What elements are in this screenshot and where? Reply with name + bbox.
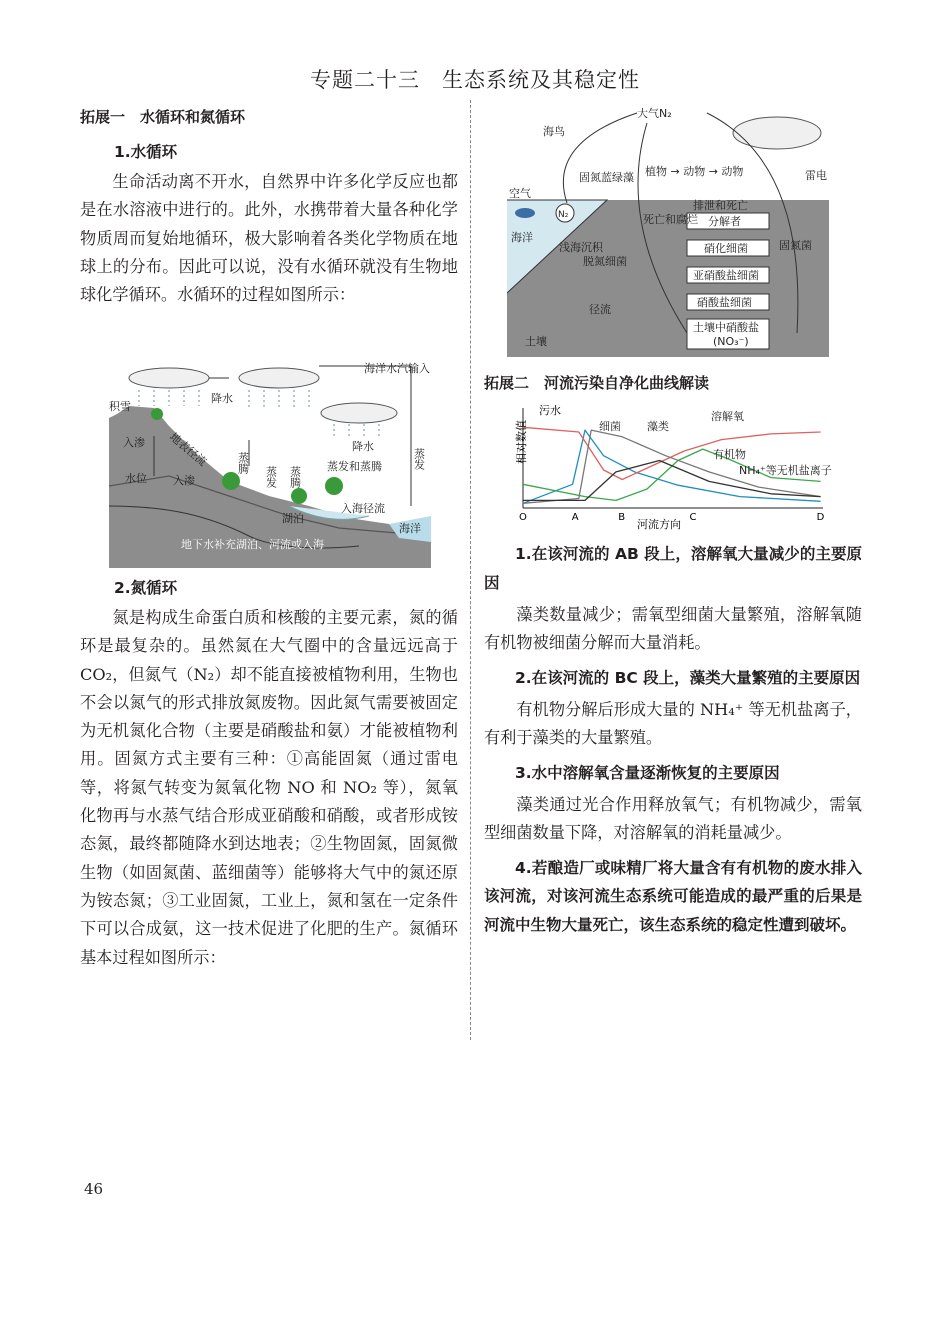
label-snow: 积雪: [109, 400, 131, 413]
label-precip2: 降水: [352, 440, 374, 453]
label-infiltrate1: 入渗: [123, 436, 145, 449]
label-nitrifier: 硝化细菌: [704, 242, 748, 255]
label-ocean-vapor: 海洋水汽输入: [364, 362, 430, 375]
answer-3: 藻类通过光合作用释放氧气；有机物减少，需氧型细菌数量下降，对溶解氧的消耗量减少。: [484, 795, 862, 843]
question-1: 1.在该河流的 AB 段上，溶解氧大量减少的主要原因: [484, 545, 862, 592]
series-label-2: 溶解氧: [711, 410, 744, 423]
right-column-qa: [484, 540, 862, 939]
label-ocean-n: 海洋: [511, 231, 533, 244]
label-infiltrate2: 入渗: [173, 474, 195, 487]
label-ocean: 海洋: [399, 522, 421, 535]
x-tick-B: B: [618, 512, 626, 523]
label-air: 空气: [509, 187, 531, 200]
answer-2: 有机物分解后形成大量的 NH₄⁺ 等无机盐离子，有利于藻类的大量繁殖。: [484, 700, 862, 748]
label-fix-algae: 固氮蓝绿藻: [579, 171, 634, 184]
label-lake: 湖泊: [282, 512, 304, 525]
label-sea-runoff: 入海径流: [341, 502, 385, 515]
label-evap-right: 蒸发: [412, 448, 426, 470]
nitrogen-cycle-diagram: [507, 103, 829, 357]
label-atmosphere: 大气N₂: [637, 107, 672, 120]
label-no3: (NO₃⁻): [713, 335, 749, 348]
section-heading-1: 拓展一 水循环和氮循环: [80, 108, 246, 126]
series-label-0: 细菌: [599, 420, 621, 433]
x-tick-C: C: [689, 512, 697, 523]
left-column-lower: [80, 576, 458, 972]
y-axis-label: 相对数值: [515, 420, 528, 464]
label-evap-transpire: 蒸发和蒸腾: [327, 460, 382, 473]
series-label-3: 有机物: [713, 448, 746, 461]
label-lightning: 雷电: [805, 169, 827, 182]
label-nitrite-bac: 亚硝酸盐细菌: [693, 269, 759, 282]
label-transpire2: 蒸腾: [288, 466, 302, 488]
question-3: 3.水中溶解氧含量逐渐恢复的主要原因: [515, 763, 780, 782]
label-evap1: 蒸发: [264, 466, 278, 488]
water-cycle-diagram: [109, 356, 431, 568]
label-food-chain: 植物 → 动物 → 动物: [645, 165, 744, 178]
section-heading-2-wrap: [484, 372, 862, 393]
label-nfix-bac: 固氮菌: [779, 239, 812, 252]
label-precip1: 降水: [211, 392, 233, 405]
label-water-table: 水位: [125, 472, 147, 485]
series-label-4: NH₄⁺等无机盐离子: [739, 464, 832, 477]
label-nitrate-bac: 硝酸盐细菌: [697, 296, 752, 309]
label-surface-runoff: 地表径流: [167, 430, 210, 469]
answer-1: 藻类数量减少；需氧型细菌大量繁殖，溶解氧随有机物被细菌分解而大量消耗。: [484, 605, 862, 653]
label-groundwater: 地下水补充湖泊、河流或入海: [181, 538, 324, 551]
subheading-nitrogen-cycle: 2.氮循环: [114, 579, 178, 597]
series-label-1: 藻类: [647, 420, 669, 433]
section-heading-2: 拓展二 河流污染自净化曲线解读: [484, 374, 710, 392]
label-runoff: 径流: [589, 303, 611, 316]
label-shallow: 浅海沉积: [559, 241, 603, 254]
label-soil-nitrate: 土壤中硝酸盐: [693, 321, 759, 334]
x-tick-A: A: [571, 512, 579, 523]
page-title: 专题二十三 生态系统及其稳定性: [310, 68, 640, 92]
question-4: 4.若酿造厂或味精厂将大量含有有机物的废水排入该河流，对该河流生态系统可能造成的最严重的后果是河流中生物大量死亡，该生态系统的稳定性遭到破坏。: [484, 858, 862, 934]
x-axis-label: 河流方向: [637, 518, 681, 531]
label-decomposer: 分解者: [708, 215, 741, 228]
question-2: 2.在该河流的 BC 段上，藻类大量繁殖的主要原因: [515, 668, 861, 687]
subheading-water-cycle: 1.水循环: [114, 143, 178, 161]
page-number: 46: [84, 1180, 104, 1198]
left-column: [80, 106, 458, 309]
label-n2: N₂: [558, 210, 569, 220]
label-transpire1: 蒸腾: [236, 452, 250, 474]
label-excrete: 排泄和死亡: [693, 199, 748, 212]
label-death: 死亡和腐烂: [643, 213, 698, 226]
label-denitrify: 脱氮细菌: [583, 255, 627, 268]
annotation-sewage: 污水: [539, 404, 561, 417]
x-tick-D: D: [816, 512, 825, 523]
column-divider: [470, 100, 471, 1040]
paragraph-nitrogen-cycle: 氮是构成生命蛋白质和核酸的主要元素，氮的循环是最复杂的。虽然氮在大气圈中的含量远远高于 CO₂，但氮气（N₂）却不能直接被植物利用，生物也不会以氮气的形式排放氮废物。因此氮气需要被固定为无机氮化合物（主要是硝酸盐和氨）才能被植物利用。固氮方式主要有三种：①高能固氮（通过雷电等，将氮气转变为氮氧化物 NO 和 NO₂ 等），氮氧化物再与水蒸气结合形成亚硝酸和硝酸，或者形成铵态氮，最终都随降水到达地表；②生物固氮，固氮微生物（如固氮菌、蓝细菌等）能够将大气中的氮还原为铵态氮；③工业固氮，工业上，氮和氢在一定条件下可以合成氨，这一技术促进了化肥的生产。氮循环基本过程如图所示：: [80, 608, 458, 967]
x-tick-O: O: [519, 512, 527, 523]
paragraph-water-cycle: 生命活动离不开水，自然界中许多化学反应也都是在水溶液中进行的。此外，水携带着大量各种化学物质周而复始地循环，极大影响着各类化学物质在地球上的分布。因此可以说，没有水循环就没有生物地球化学循环。水循环的过程如图所示：: [80, 172, 458, 305]
label-seabird: 海鸟: [543, 125, 565, 138]
river-pollution-chart: [507, 400, 837, 532]
label-soil: 土壤: [525, 335, 547, 348]
